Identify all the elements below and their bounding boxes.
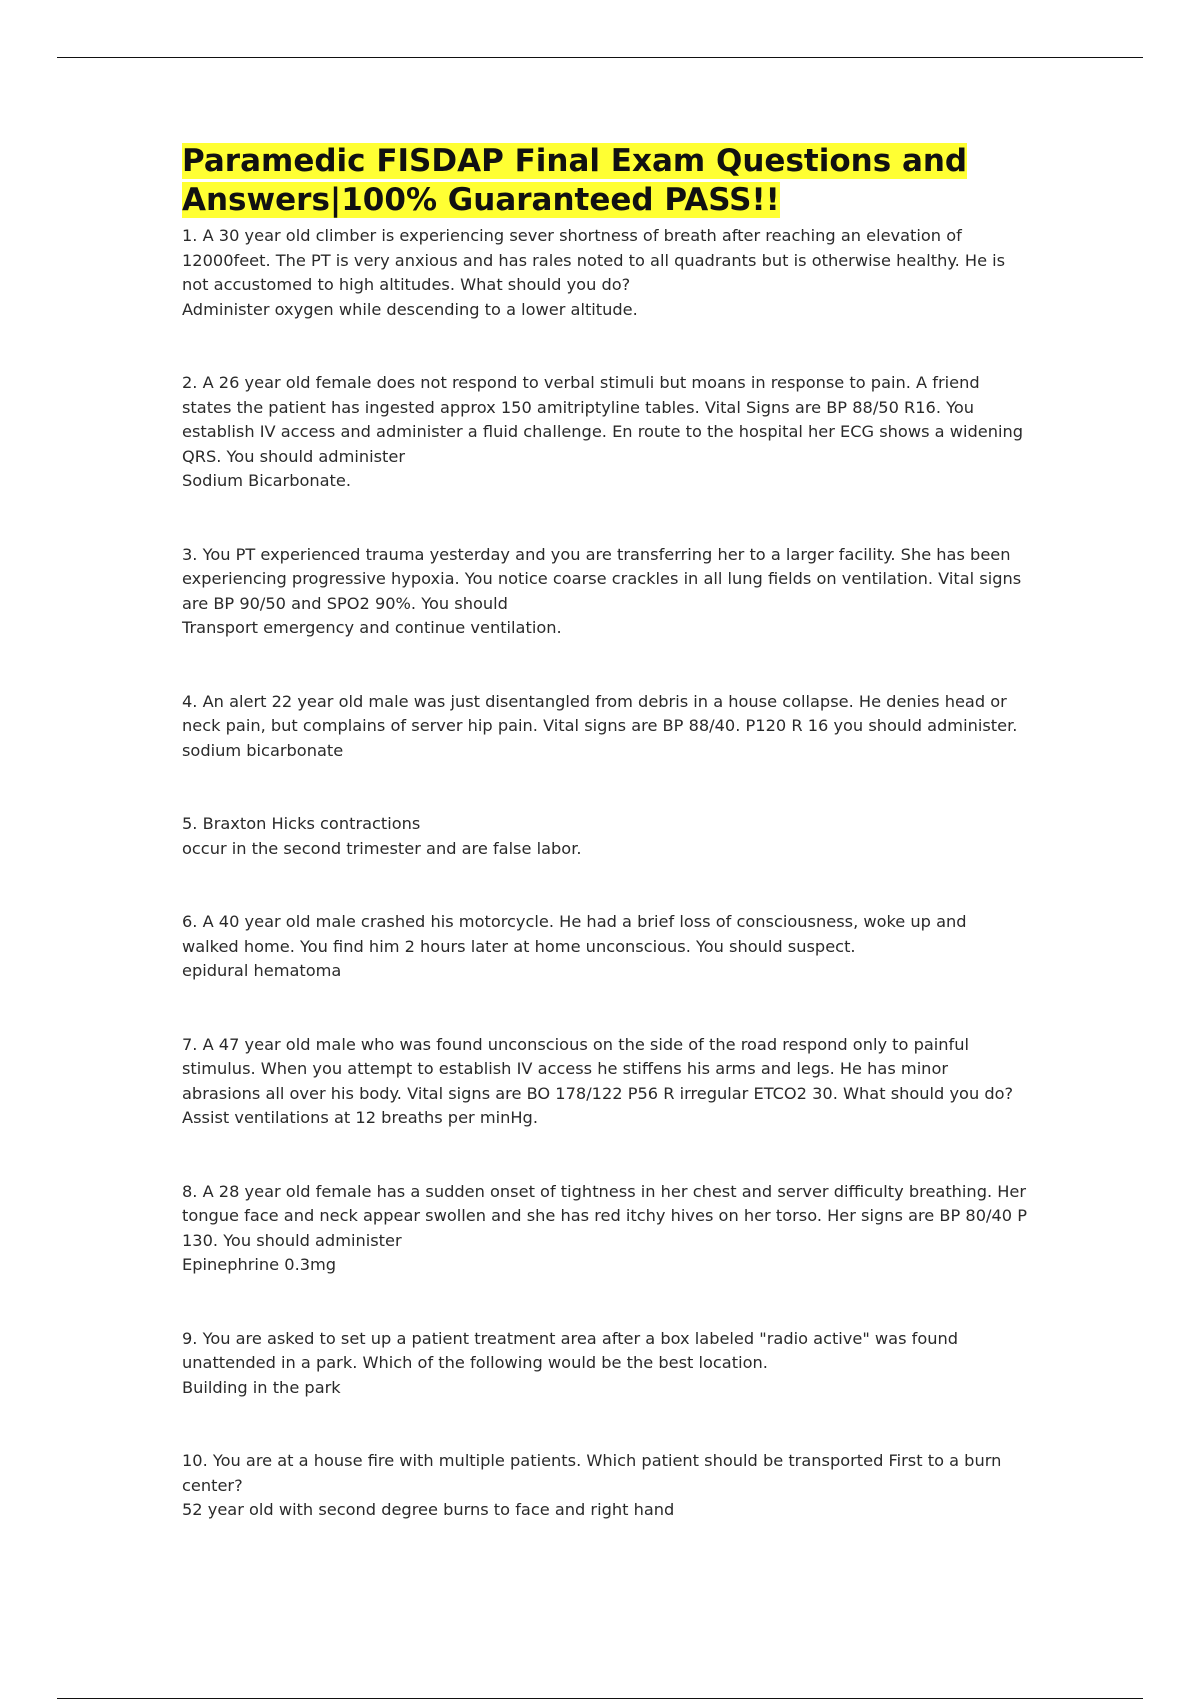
question-10: 10. You are at a house fire with multiple patients. Which patient should be transported First to a burn center? <box>182 1451 1002 1495</box>
qa-item-9 <box>182 1327 1027 1401</box>
spacer <box>182 763 1027 812</box>
answer-7: Assist ventilations at 12 breaths per minHg. <box>182 1108 538 1127</box>
spacer <box>182 1400 1027 1449</box>
qa-item-3 <box>182 543 1027 641</box>
spacer <box>182 1278 1027 1327</box>
answer-3: Transport emergency and continue ventilation. <box>182 618 562 637</box>
footer-rule <box>57 1698 1143 1699</box>
answer-2: Sodium Bicarbonate. <box>182 471 352 490</box>
question-6: 6. A 40 year old male crashed his motorcycle. He had a brief loss of consciousness, woke up and walked home. You find him 2 hours later at home unconscious. You should suspect. <box>182 912 967 956</box>
qa-item-4 <box>182 690 1027 764</box>
question-5: 5. Braxton Hicks contractions <box>182 814 421 833</box>
qa-item-6 <box>182 910 1027 984</box>
spacer <box>182 861 1027 910</box>
document-title <box>182 142 1027 220</box>
document-title-highlight: Paramedic FISDAP Final Exam Questions and Answers|100% Guaranteed PASS!! <box>182 143 968 218</box>
qa-item-8 <box>182 1180 1027 1278</box>
question-8: 8. A 28 year old female has a sudden onset of tightness in her chest and server difficulty breathing. Her tongue face and neck appear swollen and she has red itchy hives on her torso. Her signs are BP 80/40 P 130. You should administer <box>182 1181 1027 1250</box>
qa-item-5 <box>182 812 1027 861</box>
question-3: 3. You PT experienced trauma yesterday and you are transferring her to a larger facility. She has been experiencing progressive hypoxia. You notice coarse crackles in all lung fields on ventilation. Vital signs are BP 90/50 and SPO2 90%. You should <box>182 544 1022 613</box>
header-rule <box>57 57 1143 58</box>
spacer <box>182 494 1027 543</box>
document-body <box>182 142 1027 1523</box>
spacer <box>182 641 1027 690</box>
answer-5: occur in the second trimester and are false labor. <box>182 838 582 858</box>
question-1: 1. A 30 year old climber is experiencing sever shortness of breath after reaching an elevation of 12000feet. The PT is very anxious and has rales noted to all quadrants but is otherwise healthy. He is not accustomed to high altitudes. What should you do? <box>182 226 1006 294</box>
qa-item-1 <box>182 224 1027 322</box>
answer-10: 52 year old with second degree burns to face and right hand <box>182 1500 675 1519</box>
qa-item-10 <box>182 1449 1027 1523</box>
answer-9: Building in the park <box>182 1377 341 1397</box>
answer-4: sodium bicarbonate <box>182 740 344 760</box>
answer-8: Epinephrine 0.3mg <box>182 1255 337 1274</box>
question-7: 7. A 47 year old male who was found unconscious on the side of the road respond only to painful stimulus. When you attempt to establish IV access he stiffens his arms and legs. He has minor abrasions all over his body. Vital signs are BO 178/122 P56 R irregular ETCO2 30. What should you do? <box>182 1034 1014 1103</box>
answer-6: epidural hematoma <box>182 961 342 980</box>
question-4: 4. An alert 22 year old male was just disentangled from debris in a house collapse. He denies head or neck pain, but complains of server hip pain. Vital signs are BP 88/40. P120 R 16 you should administer. <box>182 691 1018 735</box>
question-9: 9. You are asked to set up a patient treatment area after a box labeled "radio active" was found unattended in a park. Which of the following would be the best location. <box>182 1328 959 1372</box>
question-2: 2. A 26 year old female does not respond to verbal stimuli but moans in response to pain. A friend states the patient has ingested approx 150 amitriptyline tables. Vital Signs are BP 88/50 R16. You establish IV access and administer a fluid challenge. En route to the hospital her ECG shows a widening QRS. You should administer <box>182 373 1023 466</box>
qa-item-2 <box>182 371 1027 494</box>
spacer <box>182 984 1027 1033</box>
answer-1: Administer oxygen while descending to a lower altitude. <box>182 299 638 319</box>
qa-item-7 <box>182 1033 1027 1131</box>
spacer <box>182 1131 1027 1180</box>
spacer <box>182 322 1027 371</box>
